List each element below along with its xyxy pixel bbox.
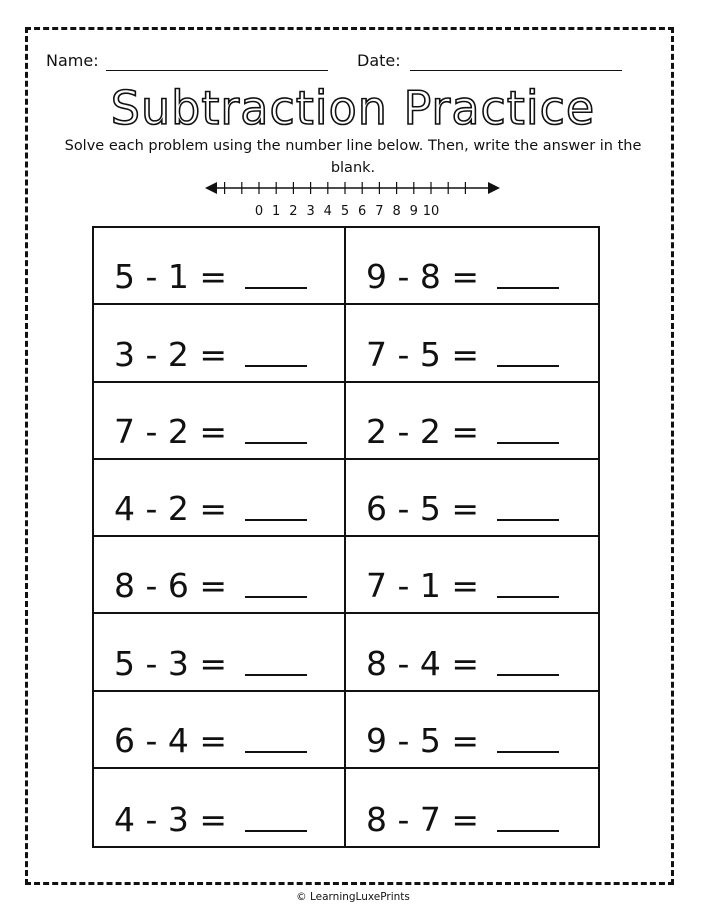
- problem-equation: 7 - 5 =: [366, 334, 480, 374]
- left-arrow-icon: [205, 182, 217, 194]
- problem-grid: [92, 226, 600, 848]
- problem-cell: [346, 305, 598, 382]
- problem-cell: [346, 692, 598, 769]
- problem-cell: [346, 383, 598, 460]
- problem-equation: 2 - 2 =: [366, 411, 480, 451]
- problem-equation: 6 - 4 =: [114, 720, 228, 760]
- answer-blank[interactable]: [497, 672, 559, 676]
- problem-cell: [94, 460, 346, 537]
- problem-cell: [94, 614, 346, 691]
- worksheet-header: [46, 50, 646, 76]
- problem-equation: 4 - 3 =: [114, 800, 228, 839]
- answer-blank[interactable]: [497, 440, 559, 444]
- copyright-footer: © LearningLuxePrints: [296, 891, 410, 903]
- answer-blank[interactable]: [245, 594, 307, 598]
- number-line-label: 6: [358, 204, 367, 219]
- name-label: Name:: [46, 51, 99, 70]
- problem-equation: 8 - 6 =: [114, 566, 228, 606]
- number-line-label: 2: [289, 204, 298, 219]
- number-line-label: 10: [422, 204, 440, 219]
- problem-equation: 3 - 2 =: [114, 334, 228, 374]
- answer-blank[interactable]: [245, 828, 307, 832]
- number-line-label: 5: [340, 204, 350, 219]
- answer-blank[interactable]: [497, 363, 559, 367]
- problem-equation: 7 - 2 =: [114, 411, 228, 451]
- problem-cell: [94, 537, 346, 614]
- problem-cell: [346, 228, 598, 305]
- problem-equation: 4 - 2 =: [114, 489, 228, 528]
- problem-cell: [94, 692, 346, 769]
- answer-blank[interactable]: [245, 517, 307, 521]
- problem-cell: [346, 614, 598, 691]
- answer-blank[interactable]: [497, 594, 559, 598]
- number-line-label: 0: [254, 204, 264, 219]
- problem-cell: [94, 305, 346, 382]
- problem-equation: 9 - 5 =: [366, 720, 480, 760]
- page-title: Subtraction Practice: [110, 81, 596, 135]
- date-blank-line[interactable]: [410, 70, 622, 71]
- answer-blank[interactable]: [497, 517, 559, 521]
- number-line-label: 1: [272, 204, 281, 219]
- problem-cell: [94, 769, 346, 846]
- answer-blank[interactable]: [497, 828, 559, 832]
- problem-equation: 5 - 1 =: [114, 257, 228, 297]
- name-blank-line[interactable]: [106, 70, 328, 71]
- problem-equation: 8 - 7 =: [366, 800, 480, 839]
- date-label: Date:: [357, 51, 401, 70]
- problem-cell: [94, 228, 346, 305]
- problem-cell: [346, 537, 598, 614]
- answer-blank[interactable]: [245, 749, 307, 753]
- problem-equation: 5 - 3 =: [114, 643, 228, 683]
- number-line: [205, 174, 500, 224]
- answer-blank[interactable]: [245, 363, 307, 367]
- answer-blank[interactable]: [245, 285, 307, 289]
- number-line-label: 4: [323, 204, 332, 219]
- problem-equation: 8 - 4 =: [366, 643, 480, 683]
- problem-equation: 7 - 1 =: [366, 566, 480, 606]
- number-line-label: 7: [375, 204, 384, 219]
- right-arrow-icon: [488, 182, 500, 194]
- answer-blank[interactable]: [497, 749, 559, 753]
- answer-blank[interactable]: [245, 440, 307, 444]
- problem-cell: [346, 769, 598, 846]
- problem-cell: [346, 460, 598, 537]
- number-line-label: 9: [409, 204, 418, 219]
- number-line-label: 8: [392, 204, 401, 219]
- problem-equation: 9 - 8 =: [366, 257, 480, 297]
- number-line-label: 3: [306, 204, 315, 219]
- answer-blank[interactable]: [497, 285, 559, 289]
- problem-cell: [94, 383, 346, 460]
- instructions-text: Solve each problem using the number line below. Then, write the answer in the blank.: [64, 138, 642, 176]
- problem-equation: 6 - 5 =: [366, 489, 480, 528]
- answer-blank[interactable]: [245, 672, 307, 676]
